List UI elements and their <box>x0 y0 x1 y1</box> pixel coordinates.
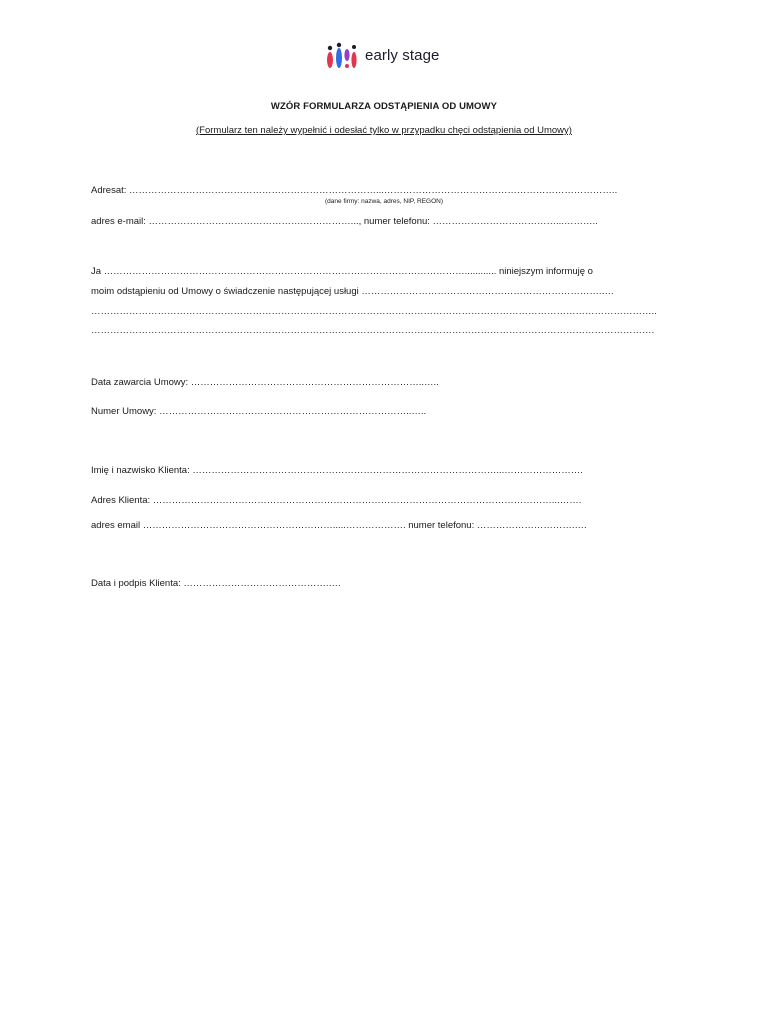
contract-date-field[interactable]: Data zawarcia Umowy: ………………………………………………………………..….. <box>91 377 439 388</box>
adresat-hint: (dane firmy: nazwa, adres, NIP, REGON) <box>324 198 443 205</box>
ja-field[interactable]: Ja ……………………………………………………………………………………………………............ niniejszym informuję o <box>91 266 593 277</box>
email-phone-field[interactable]: adres e-mail: ………………………………………….……………..., numer telefonu: …………………………………...……….. <box>91 216 598 227</box>
service-field[interactable]: moim odstąpieniu od Umowy o świadczenie następującej usługi ………………………………………………………………….…. <box>91 286 614 297</box>
brand-logo <box>325 42 445 74</box>
client-name-field[interactable]: Imię i nazwisko Klienta: ……………………………………………………………………………………...……………………. <box>91 465 583 476</box>
service-continuation-field-1[interactable]: …………………………………………………………………………………………………………………………………………………………….. <box>91 306 657 317</box>
signature-field[interactable]: Data i podpis Klienta: ……………………………………….…. <box>91 578 341 589</box>
early-stage-logo-icon <box>325 42 359 74</box>
adresat-field[interactable]: Adresat: ……………………………………………………………………...……………………………………………………………….. <box>91 185 618 196</box>
contract-number-field[interactable]: Numer Umowy: ……………………………………………………………………..….. <box>91 406 427 417</box>
client-address-field[interactable]: Adres Klienta: ………………………………………………………………………………………………………………...……. <box>91 495 582 506</box>
form-subtitle: (Formularz ten należy wypełnić i odesłać tylko w przypadku chęci odstąpienia od Umowy) <box>196 125 572 136</box>
form-title: WZÓR FORMULARZA ODSTĄPIENIA OD UMOWY <box>270 101 498 112</box>
client-email-phone-field[interactable]: adres email …………………………………………………….....………………. numer telefonu: ………………………….…. <box>91 520 587 531</box>
brand-name: early stage <box>365 47 440 64</box>
service-continuation-field-2[interactable]: ……………………………………………………………………………………………………………………………………………………………. <box>91 325 655 336</box>
